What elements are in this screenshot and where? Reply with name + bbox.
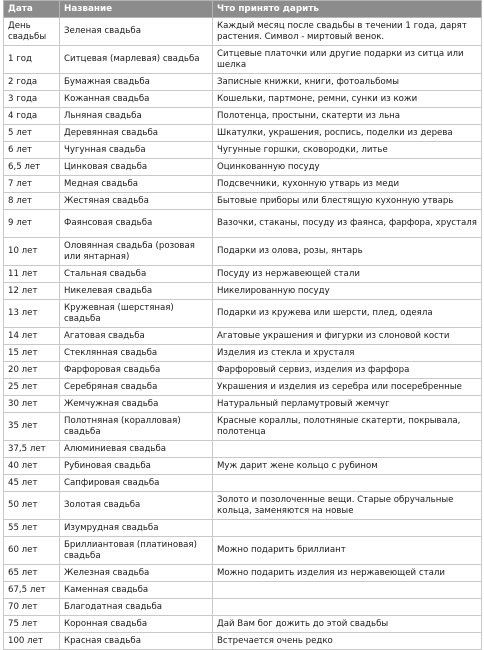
cell-gift: Ситцевые платочки или другие подарки из ситца или шелка [213,46,482,74]
cell-date: 37,5 лет [4,441,60,458]
cell-name: Кружевная (шерстяная) свадьба [60,300,213,328]
anniversary-table-container [3,0,481,650]
cell-gift: Изделия из стекла и хрусталя [213,345,482,362]
cell-name: Сапфировая свадьба [60,475,213,492]
table-row [4,300,482,328]
cell-gift [213,599,482,616]
cell-date: 5 лет [4,125,60,142]
cell-gift: Украшения и изделия из серебра или посеребренные [213,379,482,396]
cell-name: Деревянная свадьба [60,125,213,142]
cell-gift: Дай Вам бог дожить до этой свадьбы [213,616,482,633]
cell-name: Кожанная свадьба [60,91,213,108]
cell-gift: Каждый месяц после свадьбы в течении 1 года, дарят растения. Символ - миртовый венок. [213,18,482,46]
cell-name: Благодатная свадьба [60,599,213,616]
table-row [4,565,482,582]
cell-gift: Подарки из кружева или шерсти, плед, одеяла [213,300,482,328]
cell-name: Бриллиантовая (платиновая) свадьба [60,537,213,565]
cell-gift: Шкатулки, украшения, роспись, поделки из дерева [213,125,482,142]
table-row [4,633,482,650]
cell-date: 7 лет [4,176,60,193]
cell-name: Льняная свадьба [60,108,213,125]
cell-gift: Чугунные горшки, сковородки, литье [213,142,482,159]
table-row [4,283,482,300]
cell-date: 11 лет [4,266,60,283]
table-row [4,328,482,345]
table-header-row [4,1,482,18]
table-row [4,210,482,238]
table-row [4,458,482,475]
cell-date: 6 лет [4,142,60,159]
table-row [4,91,482,108]
cell-date: 15 лет [4,345,60,362]
table-row [4,475,482,492]
cell-date: 12 лет [4,283,60,300]
table-row [4,616,482,633]
cell-date: 2 года [4,74,60,91]
anniversary-table [3,0,482,650]
cell-date: 65 лет [4,565,60,582]
cell-name: Агатовая свадьба [60,328,213,345]
cell-date: 25 лет [4,379,60,396]
table-row [4,379,482,396]
cell-name: Бумажная свадьба [60,74,213,91]
table-row [4,18,482,46]
table-row [4,142,482,159]
cell-name: Коронная свадьба [60,616,213,633]
cell-date: 40 лет [4,458,60,475]
cell-name: Полотняная (коралловая) свадьба [60,413,213,441]
cell-date: 75 лет [4,616,60,633]
cell-gift: Муж дарит жене кольцо с рубином [213,458,482,475]
cell-gift [213,582,482,599]
cell-gift: Фарфоровый сервиз, изделия из фарфора [213,362,482,379]
header-gift: Что принято дарить [213,1,482,18]
table-row [4,108,482,125]
cell-date: 35 лет [4,413,60,441]
cell-name: Фарфоровая свадьба [60,362,213,379]
cell-gift [213,520,482,537]
cell-gift: Золото и позолоченные вещи. Старые обручальные кольца, заменяются на новые [213,492,482,520]
cell-name: Железная свадьба [60,565,213,582]
cell-gift [213,441,482,458]
cell-name: Стеклянная свадьба [60,345,213,362]
cell-name: Оловянная свадьба (розовая или янтарная) [60,238,213,266]
cell-name: Золотая свадьба [60,492,213,520]
cell-gift: Бытовые приборы или блестящую кухонную утварь [213,193,482,210]
cell-gift: Записные книжки, книги, фотоальбомы [213,74,482,91]
cell-date: 8 лет [4,193,60,210]
cell-name: Цинковая свадьба [60,159,213,176]
table-row [4,492,482,520]
table-row [4,362,482,379]
cell-name: Рубиновая свадьба [60,458,213,475]
cell-name: Каменная свадьба [60,582,213,599]
cell-name: Ситцевая (марлевая) свадьба [60,46,213,74]
cell-date: 55 лет [4,520,60,537]
cell-date: 30 лет [4,396,60,413]
cell-date: 1 год [4,46,60,74]
cell-gift [213,475,482,492]
table-row [4,74,482,91]
cell-name: Чугунная свадьба [60,142,213,159]
cell-gift: Никелированную посуду [213,283,482,300]
header-name: Название [60,1,213,18]
table-row [4,520,482,537]
cell-name: Медная свадьба [60,176,213,193]
table-row [4,537,482,565]
cell-name: Алюминиевая свадьба [60,441,213,458]
cell-date: 67,5 лет [4,582,60,599]
cell-name: Фаянсовая свадьба [60,210,213,238]
cell-gift: Можно подарить изделия из нержавеющей стали [213,565,482,582]
cell-gift: Встречается очень редко [213,633,482,650]
cell-date: 9 лет [4,210,60,238]
table-row [4,413,482,441]
cell-date: 13 лет [4,300,60,328]
cell-gift: Агатовые украшения и фигурки из слоновой кости [213,328,482,345]
cell-date: 6,5 лет [4,159,60,176]
table-row [4,46,482,74]
table-row [4,345,482,362]
table-row [4,238,482,266]
cell-name: Стальная свадьба [60,266,213,283]
table-body [4,18,482,650]
cell-date: 14 лет [4,328,60,345]
cell-gift: Натуральный перламутровый жемчуг [213,396,482,413]
cell-name: Серебряная свадьба [60,379,213,396]
cell-name: Жемчужная свадьба [60,396,213,413]
cell-gift: Посуду из нержавеющей стали [213,266,482,283]
cell-date: 4 года [4,108,60,125]
cell-gift: Оцинкованную посуду [213,159,482,176]
table-row [4,176,482,193]
table-row [4,266,482,283]
cell-gift: Красные кораллы, полотняные скатерти, покрывала, полотенца [213,413,482,441]
table-row [4,396,482,413]
cell-gift: Можно подарить бриллиант [213,537,482,565]
cell-date: 45 лет [4,475,60,492]
cell-gift: Кошельки, партмоне, ремни, сунки из кожи [213,91,482,108]
header-date: Дата [4,1,60,18]
table-row [4,159,482,176]
cell-date: 100 лет [4,633,60,650]
table-row [4,599,482,616]
cell-date: 3 года [4,91,60,108]
cell-date: 10 лет [4,238,60,266]
cell-date: 60 лет [4,537,60,565]
cell-gift: Полотенца, простыни, скатерти из льна [213,108,482,125]
cell-date: 50 лет [4,492,60,520]
cell-name: Изумрудная свадьба [60,520,213,537]
cell-date: День свадьбы [4,18,60,46]
cell-gift: Подарки из олова, розы, янтарь [213,238,482,266]
table-row [4,582,482,599]
cell-gift: Подсвечники, кухонную утварь из меди [213,176,482,193]
cell-name: Зеленая свадьба [60,18,213,46]
cell-date: 20 лет [4,362,60,379]
cell-name: Жестяная свадьба [60,193,213,210]
cell-name: Никелевая свадьба [60,283,213,300]
table-row [4,125,482,142]
cell-gift: Вазочки, стаканы, посуду из фаянса, фарфора, хрусталя [213,210,482,238]
cell-name: Красная свадьба [60,633,213,650]
cell-date: 70 лет [4,599,60,616]
table-row [4,441,482,458]
table-row [4,193,482,210]
